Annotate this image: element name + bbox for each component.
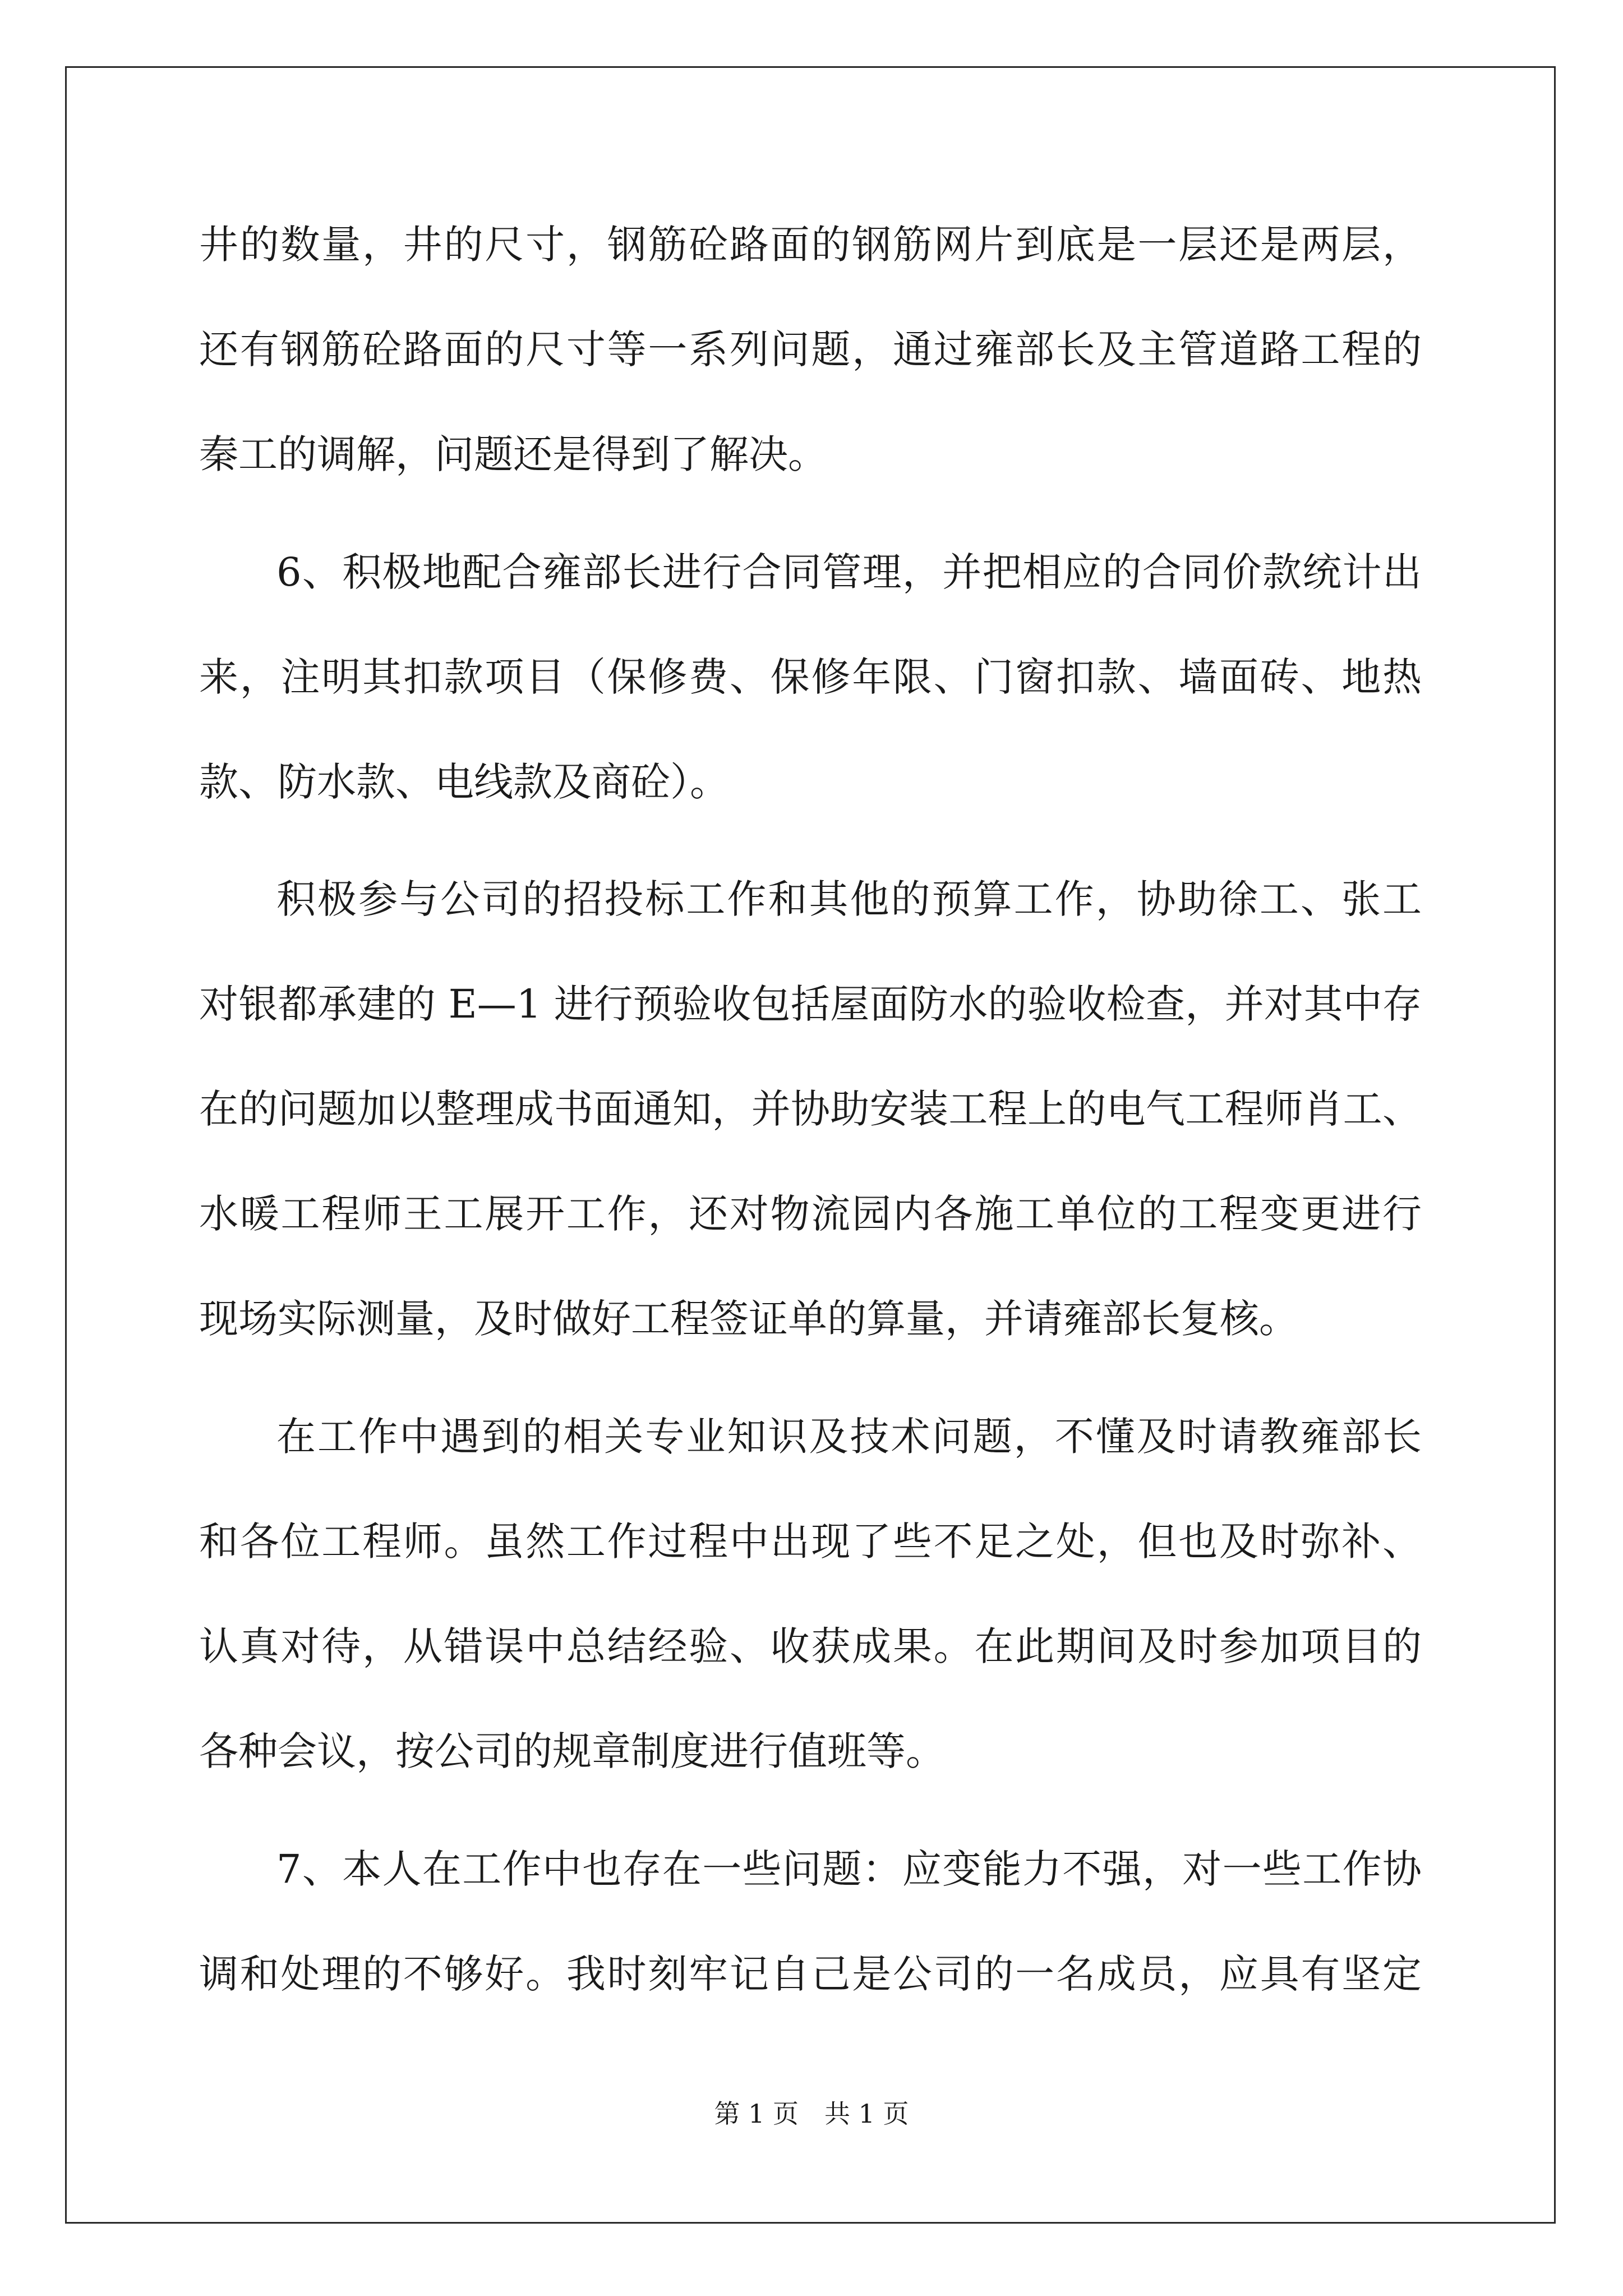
text-line: 在的问题加以整理成书面通知，并协助安装工程上的电气工程师肖工、 bbox=[199, 1086, 1422, 1132]
text-line: 各种会议，按公司的规章制度进行值班等。 bbox=[199, 1728, 945, 1774]
text-line: 认真对待，从错误中总结经验、收获成果。在此期间及时参加项目的 bbox=[199, 1623, 1422, 1669]
text-line: 和各位工程师。虽然工作过程中出现了些不足之处，但也及时弥补、 bbox=[199, 1519, 1422, 1565]
text-line: 现场实际测量，及时做好工程签证单的算量，并请雍部长复核。 bbox=[199, 1296, 1298, 1342]
page-number-footer: 第 1 页 共 1 页 bbox=[714, 2099, 909, 2129]
text-line: 调和处理的不够好。我时刻牢记自己是公司的一名成员，应具有坚定 bbox=[199, 1951, 1422, 1997]
text-line: 6、积极地配合雍部长进行合同管理，并把相应的合同价款统计出 bbox=[276, 549, 1422, 595]
text-line: 7、本人在工作中也存在一些问题：应变能力不强，对一些工作协 bbox=[276, 1846, 1422, 1892]
text-line: 水暖工程师王工展开工作，还对物流园内各施工单位的工程变更进行 bbox=[199, 1191, 1422, 1237]
text-line: 在工作中遇到的相关专业知识及技术问题，不懂及时请教雍部长 bbox=[276, 1414, 1422, 1460]
text-line: 款、防水款、电线款及商砼）。 bbox=[199, 759, 729, 805]
text-line: 积极参与公司的招投标工作和其他的预算工作，协助徐工、张工 bbox=[276, 876, 1422, 922]
text-line: 井的数量，井的尺寸，钢筋砼路面的钢筋网片到底是一层还是两层， bbox=[199, 222, 1422, 268]
text-line: 对银都承建的 E—1 进行预验收包括屋面防水的验收检查，并对其中存 bbox=[199, 981, 1422, 1027]
text-line: 秦工的调解，问题还是得到了解决。 bbox=[199, 431, 827, 477]
text-line: 来，注明其扣款项目（保修费、保修年限、门窗扣款、墙面砖、地热 bbox=[199, 654, 1422, 700]
text-line: 还有钢筋砼路面的尺寸等一系列问题，通过雍部长及主管道路工程的 bbox=[199, 326, 1422, 372]
